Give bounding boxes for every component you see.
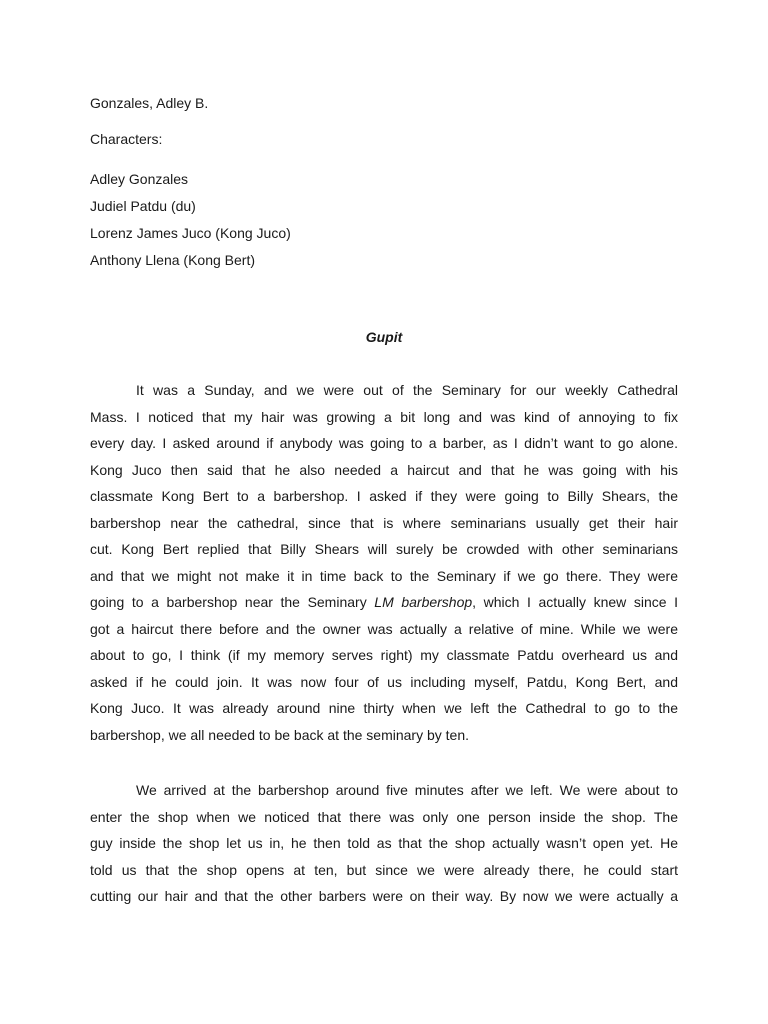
paragraph-line: asked if he could join. It was now four of us including myself, Patdu, Kong Bert, and: [90, 673, 678, 690]
line-text: going to a barbershop near the Seminary: [90, 594, 375, 610]
paragraph-line: barbershop, we all needed to be back at the seminary by ten.: [90, 726, 470, 743]
paragraph-line: and that we might not make it in time back to the Seminary if we go there. They were: [90, 567, 678, 584]
character-item: Anthony Llena (Kong Bert): [90, 252, 255, 268]
characters-list: [90, 166, 291, 274]
story-title: Gupit: [365, 329, 403, 345]
paragraph-line-mixed: [90, 589, 678, 616]
paragraph-line: Kong Juco. It was already around nine thirty when we left the Cathedral to go to the: [90, 700, 678, 716]
character-item: Judiel Patdu (du): [90, 198, 196, 214]
paragraph-line: barbershop near the cathedral, since that is where seminarians usually get their hair: [90, 514, 678, 531]
character-item: Lorenz James Juco (Kong Juco): [90, 225, 291, 241]
author-name: Gonzales, Adley B.: [90, 95, 209, 111]
characters-heading: Characters:: [90, 131, 163, 147]
paragraph-line: It was a Sunday, and we were out of the Seminary for our weekly Cathedral: [136, 382, 678, 398]
paragraph-line: every day. I asked around if anybody was going to a barber, as I didn’t want to go alone.: [90, 435, 678, 451]
line-text: , which I actually knew since I: [472, 594, 679, 610]
character-item: Adley Gonzales: [90, 171, 189, 187]
paragraph-2: [90, 777, 678, 910]
paragraph-line: got a haircut there before and the owner was actually a relative of mine. While we were: [90, 620, 678, 637]
paragraph-line: cut. Kong Bert replied that Billy Shears will surely be crowded with other seminarians: [90, 541, 678, 557]
paragraph-line: Mass. I noticed that my hair was growing a bit long and was kind of annoying to fix: [90, 408, 678, 425]
barbershop-name: LM barbershop: [374, 594, 473, 610]
paragraph-line: about to go, I think (if my memory serves right) my classmate Patdu overheard us and: [90, 647, 678, 663]
paragraph-line: enter the shop when we noticed that there was only one person inside the shop. The: [90, 808, 678, 825]
paragraph-line: We arrived at the barbershop around five minutes after we left. We were about to: [136, 782, 678, 798]
paragraph-line: cutting our hair and that the other barbers were on their way. By now we were actually a: [90, 888, 678, 904]
paragraph-line: classmate Kong Bert to a barbershop. I asked if they were going to Billy Shears, the: [90, 488, 678, 504]
paragraph-line: Kong Juco then said that he also needed a haircut and that he was going with his: [90, 461, 678, 478]
paragraph-1: [90, 377, 678, 748]
paragraph-line: told us that the shop opens at ten, but since we were already there, he could start: [90, 861, 678, 878]
paragraph-line: guy inside the shop let us in, he then told as that the shop actually wasn’t open yet. He: [90, 835, 678, 851]
